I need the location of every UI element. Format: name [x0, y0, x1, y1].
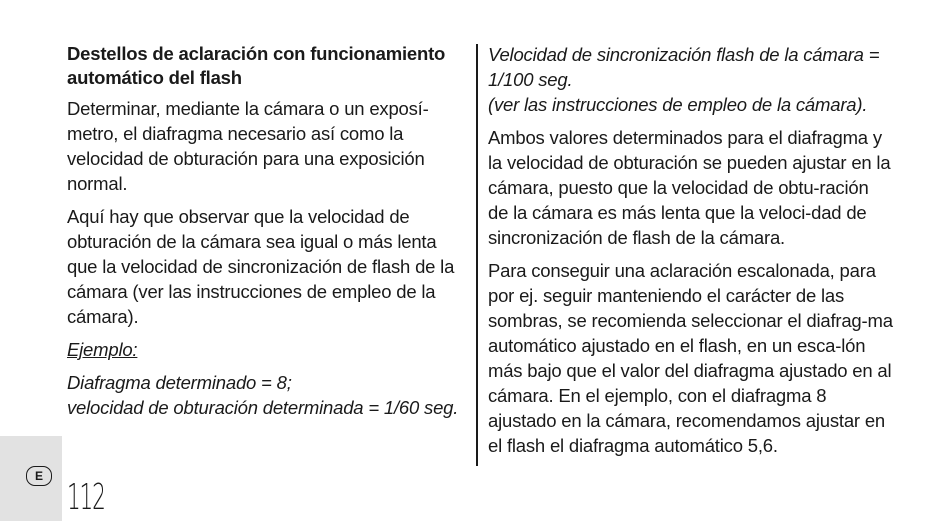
language-badge: E [26, 466, 52, 486]
sync-speed-note: (ver las instrucciones de empleo de la cámara). [488, 94, 868, 115]
fill-flash-paragraph: Para conseguir una aclaración escalonada, para por ej. seguir manteniendo el carácter de las sombras, se recomienda seleccionar el diafrag-ma automático ajustado en el flash, en un esca-lón más bajo que el valor del diafragma ajustado en al cámara. En el ejemplo, con el diafragma 8 ajustado en la cámara, recomendamos ajustar en el flash el diafragma automático 5,6. [488, 260, 893, 456]
page-number: 112 [67, 477, 105, 518]
sync-speed-line: Velocidad de sincronización flash de la cámara = 1/100 seg. [488, 44, 880, 90]
instruction-paragraph: Determinar, mediante la cámara o un exposí-metro, el diafragma necesario así como la velocidad de obturación para una exposición normal. [67, 98, 429, 194]
column-divider [476, 44, 478, 466]
example-shutter: velocidad de obturación determinada = 1/60 seg. [67, 397, 459, 418]
left-column [67, 42, 467, 420]
settings-paragraph: Ambos valores determinados para el diafragma y la velocidad de obturación se pueden ajustar en la cámara, puesto que la velocidad de obtu-ración de la cámara es más lenta que la veloci-dad de sincronización de flash de la cámara. [488, 127, 891, 248]
shutter-note-paragraph: Aquí hay que observar que la velocidad de obturación de la cámara sea igual o más lenta que la velocidad de sincronización de flash de la cámara (ver las instrucciones de empleo de la cámara). [67, 206, 455, 327]
section-heading: Destellos de aclaración con funcionamiento automático del flash [67, 43, 446, 88]
example-aperture: Diafragma determinado = 8; [67, 372, 292, 393]
example-label: Ejemplo: [67, 339, 138, 360]
right-column [488, 42, 893, 466]
